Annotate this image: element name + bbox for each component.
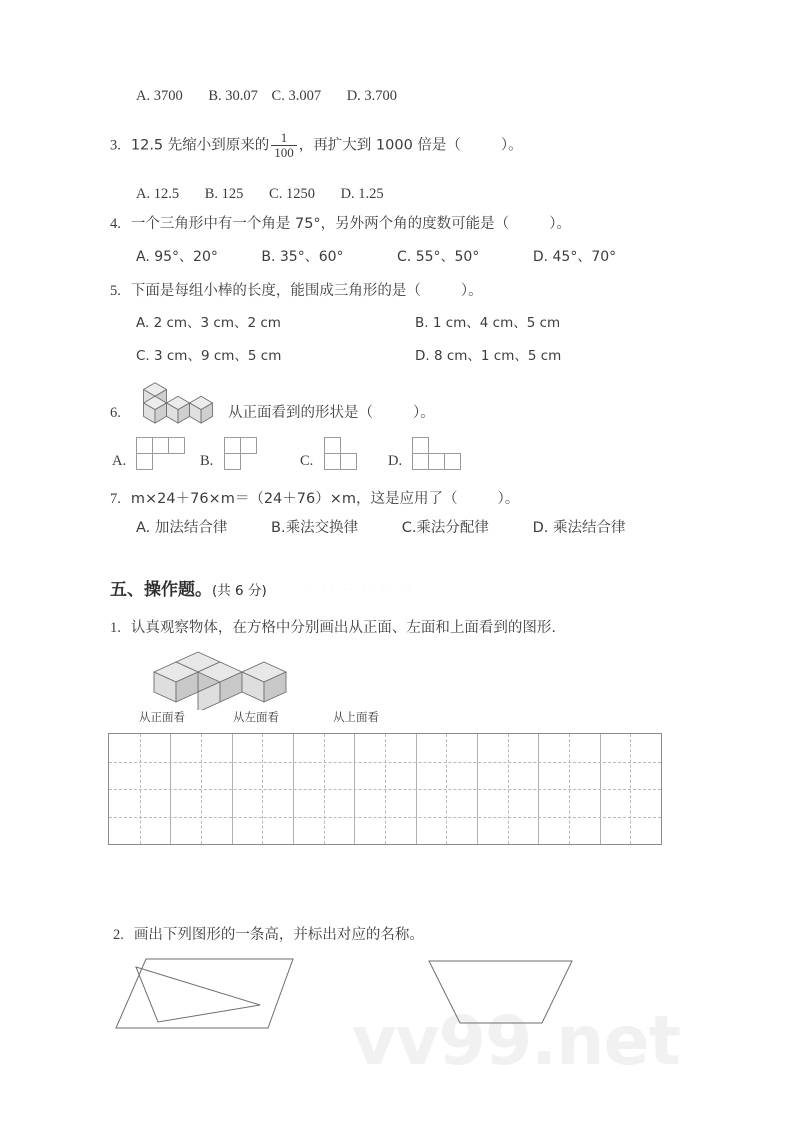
q3-option-d: D. 1.25 bbox=[340, 186, 384, 202]
q6-option-a-label: A. bbox=[112, 453, 127, 469]
q5-text-end: ）。 bbox=[460, 283, 483, 299]
q7-text-end: ）。 bbox=[497, 491, 520, 507]
q3-option-b: B. 125 bbox=[204, 186, 244, 202]
q6-option-b-label: B. bbox=[200, 453, 214, 469]
section-five-score: (共 6 分) bbox=[212, 583, 267, 599]
question-4-stem bbox=[110, 214, 571, 234]
q6-option-d-label: D. bbox=[388, 453, 403, 469]
grid-cell bbox=[428, 453, 445, 470]
q3-text-before: 12.5 先缩小到原来的 bbox=[130, 137, 270, 154]
q5-number: 5. bbox=[110, 283, 121, 299]
question-7-options bbox=[136, 518, 625, 538]
q6-option-c-label: C. bbox=[300, 453, 314, 469]
grid-line-horizontal bbox=[109, 762, 661, 763]
q2-option-b: B. 30.07 bbox=[208, 88, 258, 104]
grid-cell bbox=[240, 437, 257, 454]
fraction-numerator: 1 bbox=[280, 130, 288, 145]
q3-text-after: ，再扩大到 1000 倍是（ bbox=[298, 137, 461, 154]
grid-line-horizontal bbox=[109, 817, 661, 818]
q6-option-a-shape[interactable] bbox=[136, 437, 192, 475]
q5-option-c: C. 3 cm、9 cm、5 cm bbox=[136, 348, 282, 364]
q6-text-end: ）。 bbox=[413, 405, 435, 421]
q2-option-c: C. 3.007 bbox=[271, 88, 322, 104]
question-4-options bbox=[136, 247, 616, 268]
page-watermark: vv99.net bbox=[352, 1002, 681, 1081]
question-5-stem bbox=[110, 281, 483, 301]
grid-cell bbox=[340, 453, 357, 470]
q7-option-c: C.乘法分配律 bbox=[401, 520, 489, 536]
view-label-top: 从上面看 bbox=[333, 710, 379, 724]
grid-cell bbox=[224, 437, 241, 454]
parallelogram-with-triangle bbox=[108, 950, 308, 1040]
q7-option-b: B.乘法交换律 bbox=[271, 520, 359, 536]
grid-cell bbox=[224, 453, 241, 470]
grid-cell bbox=[152, 437, 169, 454]
grid-cell bbox=[136, 437, 153, 454]
q3-number: 3. bbox=[110, 137, 121, 154]
fraction-denominator: 100 bbox=[271, 145, 297, 160]
section-five-heading bbox=[110, 575, 267, 600]
question-7-stem bbox=[110, 489, 519, 509]
q6-number: 6. bbox=[110, 405, 121, 421]
q4-option-b: B. 35°、60° bbox=[261, 249, 344, 265]
grid-line-horizontal bbox=[109, 789, 661, 790]
q5-option-a: A. 2 cm、3 cm、2 cm bbox=[136, 315, 281, 331]
grid-cell bbox=[324, 453, 341, 470]
q2-option-a: A. 3700 bbox=[136, 88, 183, 104]
q3-fraction bbox=[271, 131, 297, 159]
q3-option-c: C. 1250 bbox=[269, 186, 315, 202]
grid-cell bbox=[136, 453, 153, 470]
q3-option-a: A. 12.5 bbox=[136, 186, 180, 202]
s5-item-2-text: 画出下列图形的一条高，并标出对应的名称。 bbox=[133, 927, 424, 943]
grid-cell bbox=[412, 453, 429, 470]
q6-option-d-shape[interactable] bbox=[412, 437, 468, 475]
s5-item-1 bbox=[110, 618, 556, 638]
question-6-stem bbox=[110, 403, 121, 423]
q6-solid-figure bbox=[134, 378, 224, 426]
q5-option-d: D. 8 cm、1 cm、5 cm bbox=[415, 348, 562, 364]
q4-option-a: A. 95°、20° bbox=[136, 249, 218, 265]
section-five-title: 五、操作题。 bbox=[110, 580, 212, 600]
q7-option-a: A. 加法结合律 bbox=[136, 520, 228, 536]
q5-text: 下面是每组小棒的长度，能围成三角形的是（ bbox=[130, 283, 421, 299]
s5-item-2-number: 2. bbox=[113, 927, 124, 943]
s5-solid-figure bbox=[146, 648, 306, 710]
answer-grid[interactable] bbox=[108, 733, 662, 845]
q2-options-row bbox=[136, 86, 397, 106]
q4-number: 4. bbox=[110, 216, 121, 232]
q6-option-b-shape[interactable] bbox=[224, 437, 264, 475]
q4-text: 一个三角形中有一个角是 75°，另外两个角的度数可能是（ bbox=[130, 216, 510, 232]
q6-text: 从正面看到的形状是（ bbox=[228, 405, 373, 421]
question-6-text bbox=[228, 403, 435, 423]
grid-cell bbox=[444, 453, 461, 470]
question-3-stem bbox=[110, 131, 523, 159]
q4-option-c: C. 55°、50° bbox=[397, 249, 480, 265]
q2-option-d: D. 3.700 bbox=[346, 88, 398, 104]
question-3-options bbox=[136, 184, 384, 204]
q5-option-b: B. 1 cm、4 cm、5 cm bbox=[415, 315, 561, 331]
q7-option-d: D. 乘法结合律 bbox=[532, 520, 626, 536]
parallelogram-figure-box bbox=[108, 950, 308, 1040]
q4-option-d: D. 45°、70° bbox=[532, 249, 617, 265]
trapezoid bbox=[420, 950, 610, 1040]
q7-text: m×24＋76×m＝（24＋76）×m，这是应用了（ bbox=[130, 491, 458, 507]
grid-cell bbox=[324, 437, 341, 454]
q7-number: 7. bbox=[110, 491, 121, 507]
faint-watermark: · ·· ·· ·· ·· ·· bbox=[310, 583, 414, 596]
s5-item-2 bbox=[113, 925, 424, 945]
q4-text-end: ）。 bbox=[549, 216, 571, 232]
q6-option-c-shape[interactable] bbox=[324, 437, 364, 475]
grid-cell bbox=[412, 437, 429, 454]
view-label-left: 从左面看 bbox=[233, 710, 279, 724]
trapezoid-figure-box bbox=[420, 950, 610, 1040]
view-label-front: 从正面看 bbox=[139, 710, 185, 724]
q3-text-end: ）。 bbox=[500, 137, 523, 154]
s5-item-1-text: 认真观察物体，在方格中分别画出从正面、左面和上面看到的图形. bbox=[130, 620, 556, 636]
s5-item-1-number: 1. bbox=[110, 620, 121, 636]
grid-cell bbox=[168, 437, 185, 454]
